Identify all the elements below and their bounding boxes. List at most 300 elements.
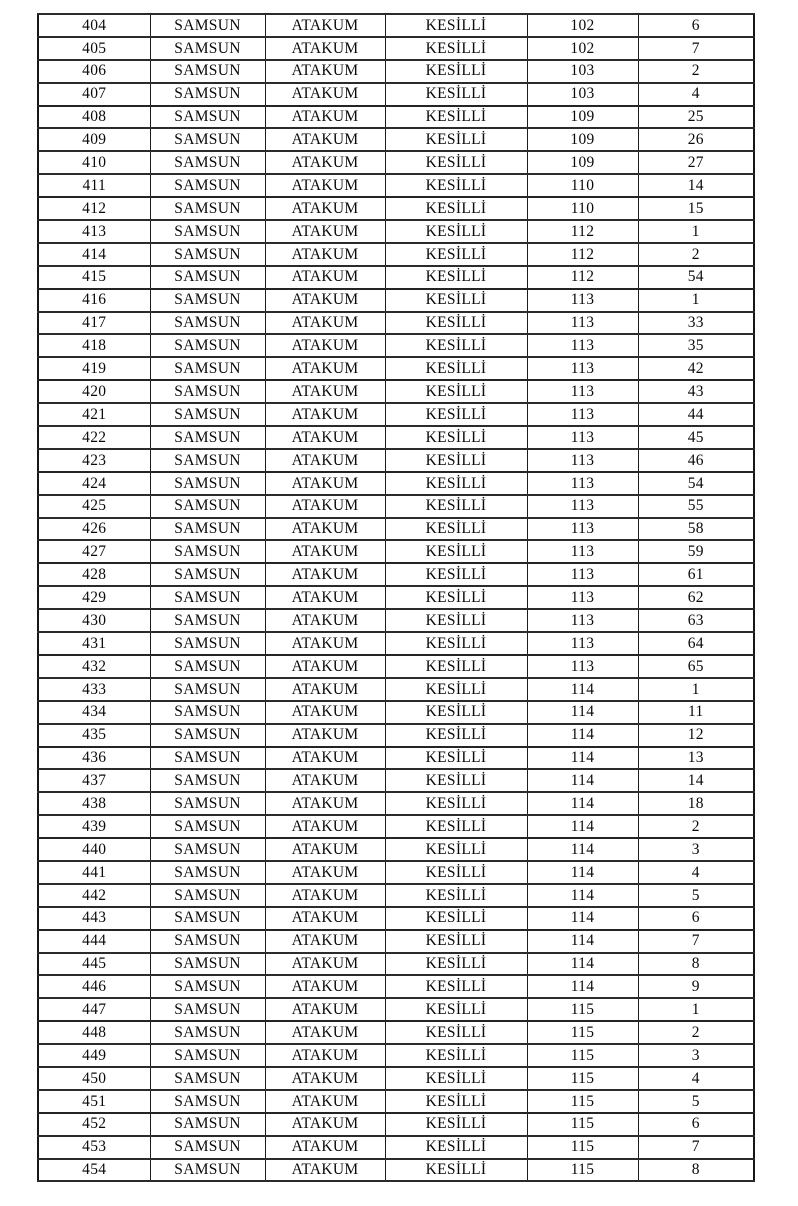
parcel-number-cell: 4 [638, 83, 754, 106]
district-cell: ATAKUM [265, 403, 385, 426]
district-cell: ATAKUM [265, 334, 385, 357]
row-number-cell: 435 [38, 724, 150, 747]
province-cell: SAMSUN [150, 792, 265, 815]
table-row [38, 357, 754, 380]
district-cell: ATAKUM [265, 243, 385, 266]
parcel-number-cell: 5 [638, 884, 754, 907]
table-row [38, 907, 754, 930]
block-number-cell: 115 [527, 1021, 638, 1044]
row-number-cell: 432 [38, 655, 150, 678]
parcel-number-cell: 1 [638, 678, 754, 701]
table-row [38, 106, 754, 129]
province-cell: SAMSUN [150, 907, 265, 930]
district-cell: ATAKUM [265, 1021, 385, 1044]
block-number-cell: 109 [527, 106, 638, 129]
neighborhood-cell: KESİLLİ [385, 518, 527, 541]
parcel-number-cell: 7 [638, 930, 754, 953]
block-number-cell: 103 [527, 60, 638, 83]
block-number-cell: 110 [527, 174, 638, 197]
table-row [38, 1113, 754, 1136]
block-number-cell: 112 [527, 266, 638, 289]
parcel-number-cell: 7 [638, 1136, 754, 1159]
district-cell: ATAKUM [265, 884, 385, 907]
district-cell: ATAKUM [265, 747, 385, 770]
block-number-cell: 112 [527, 243, 638, 266]
row-number-cell: 408 [38, 106, 150, 129]
neighborhood-cell: KESİLLİ [385, 701, 527, 724]
province-cell: SAMSUN [150, 701, 265, 724]
table-row [38, 197, 754, 220]
district-cell: ATAKUM [265, 724, 385, 747]
province-cell: SAMSUN [150, 403, 265, 426]
parcel-number-cell: 13 [638, 747, 754, 770]
neighborhood-cell: KESİLLİ [385, 174, 527, 197]
table-row [38, 930, 754, 953]
row-number-cell: 407 [38, 83, 150, 106]
province-cell: SAMSUN [150, 266, 265, 289]
district-cell: ATAKUM [265, 1090, 385, 1113]
table-row [38, 380, 754, 403]
neighborhood-cell: KESİLLİ [385, 1159, 527, 1182]
row-number-cell: 412 [38, 197, 150, 220]
block-number-cell: 113 [527, 357, 638, 380]
parcel-number-cell: 2 [638, 1021, 754, 1044]
block-number-cell: 114 [527, 930, 638, 953]
block-number-cell: 114 [527, 884, 638, 907]
province-cell: SAMSUN [150, 1067, 265, 1090]
table-row [38, 14, 754, 37]
table-row [38, 472, 754, 495]
block-number-cell: 113 [527, 472, 638, 495]
table-row [38, 884, 754, 907]
row-number-cell: 441 [38, 861, 150, 884]
province-cell: SAMSUN [150, 357, 265, 380]
table-row [38, 1090, 754, 1113]
province-cell: SAMSUN [150, 632, 265, 655]
district-cell: ATAKUM [265, 197, 385, 220]
row-number-cell: 405 [38, 37, 150, 60]
district-cell: ATAKUM [265, 975, 385, 998]
parcel-number-cell: 65 [638, 655, 754, 678]
province-cell: SAMSUN [150, 312, 265, 335]
table-row [38, 975, 754, 998]
neighborhood-cell: KESİLLİ [385, 357, 527, 380]
district-cell: ATAKUM [265, 380, 385, 403]
province-cell: SAMSUN [150, 678, 265, 701]
province-cell: SAMSUN [150, 953, 265, 976]
row-number-cell: 454 [38, 1159, 150, 1182]
parcel-number-cell: 45 [638, 426, 754, 449]
province-cell: SAMSUN [150, 495, 265, 518]
province-cell: SAMSUN [150, 1090, 265, 1113]
parcel-number-cell: 9 [638, 975, 754, 998]
row-number-cell: 428 [38, 563, 150, 586]
parcel-number-cell: 2 [638, 815, 754, 838]
neighborhood-cell: KESİLLİ [385, 540, 527, 563]
neighborhood-cell: KESİLLİ [385, 1021, 527, 1044]
block-number-cell: 109 [527, 151, 638, 174]
row-number-cell: 437 [38, 769, 150, 792]
district-cell: ATAKUM [265, 609, 385, 632]
district-cell: ATAKUM [265, 701, 385, 724]
block-number-cell: 113 [527, 632, 638, 655]
district-cell: ATAKUM [265, 518, 385, 541]
table-row [38, 403, 754, 426]
neighborhood-cell: KESİLLİ [385, 151, 527, 174]
block-number-cell: 114 [527, 953, 638, 976]
district-cell: ATAKUM [265, 128, 385, 151]
row-number-cell: 411 [38, 174, 150, 197]
row-number-cell: 448 [38, 1021, 150, 1044]
province-cell: SAMSUN [150, 14, 265, 37]
province-cell: SAMSUN [150, 540, 265, 563]
neighborhood-cell: KESİLLİ [385, 60, 527, 83]
district-cell: ATAKUM [265, 769, 385, 792]
parcel-number-cell: 63 [638, 609, 754, 632]
district-cell: ATAKUM [265, 1136, 385, 1159]
row-number-cell: 447 [38, 998, 150, 1021]
neighborhood-cell: KESİLLİ [385, 1044, 527, 1067]
row-number-cell: 433 [38, 678, 150, 701]
parcel-number-cell: 8 [638, 1159, 754, 1182]
block-number-cell: 113 [527, 403, 638, 426]
district-cell: ATAKUM [265, 495, 385, 518]
block-number-cell: 114 [527, 678, 638, 701]
table-row [38, 563, 754, 586]
district-cell: ATAKUM [265, 563, 385, 586]
block-number-cell: 114 [527, 861, 638, 884]
province-cell: SAMSUN [150, 60, 265, 83]
district-cell: ATAKUM [265, 312, 385, 335]
block-number-cell: 109 [527, 128, 638, 151]
table-row [38, 1044, 754, 1067]
block-number-cell: 114 [527, 838, 638, 861]
table-row [38, 586, 754, 609]
province-cell: SAMSUN [150, 998, 265, 1021]
block-number-cell: 113 [527, 380, 638, 403]
row-number-cell: 422 [38, 426, 150, 449]
neighborhood-cell: KESİLLİ [385, 243, 527, 266]
parcel-number-cell: 7 [638, 37, 754, 60]
block-number-cell: 113 [527, 449, 638, 472]
block-number-cell: 115 [527, 1113, 638, 1136]
cadastral-table [37, 13, 755, 1182]
neighborhood-cell: KESİLLİ [385, 289, 527, 312]
district-cell: ATAKUM [265, 907, 385, 930]
parcel-number-cell: 14 [638, 174, 754, 197]
neighborhood-cell: KESİLLİ [385, 747, 527, 770]
neighborhood-cell: KESİLLİ [385, 563, 527, 586]
parcel-number-cell: 42 [638, 357, 754, 380]
block-number-cell: 113 [527, 312, 638, 335]
neighborhood-cell: KESİLLİ [385, 426, 527, 449]
district-cell: ATAKUM [265, 60, 385, 83]
table-row [38, 151, 754, 174]
table-row [38, 678, 754, 701]
table-row [38, 243, 754, 266]
block-number-cell: 113 [527, 540, 638, 563]
neighborhood-cell: KESİLLİ [385, 334, 527, 357]
neighborhood-cell: KESİLLİ [385, 930, 527, 953]
parcel-number-cell: 4 [638, 1067, 754, 1090]
district-cell: ATAKUM [265, 289, 385, 312]
table-row [38, 495, 754, 518]
block-number-cell: 102 [527, 37, 638, 60]
province-cell: SAMSUN [150, 724, 265, 747]
row-number-cell: 446 [38, 975, 150, 998]
table-row [38, 518, 754, 541]
parcel-number-cell: 46 [638, 449, 754, 472]
province-cell: SAMSUN [150, 518, 265, 541]
row-number-cell: 410 [38, 151, 150, 174]
province-cell: SAMSUN [150, 243, 265, 266]
row-number-cell: 440 [38, 838, 150, 861]
district-cell: ATAKUM [265, 266, 385, 289]
table-row [38, 83, 754, 106]
table-row [38, 701, 754, 724]
parcel-number-cell: 59 [638, 540, 754, 563]
neighborhood-cell: KESİLLİ [385, 838, 527, 861]
district-cell: ATAKUM [265, 998, 385, 1021]
block-number-cell: 114 [527, 769, 638, 792]
district-cell: ATAKUM [265, 106, 385, 129]
neighborhood-cell: KESİLLİ [385, 769, 527, 792]
row-number-cell: 451 [38, 1090, 150, 1113]
neighborhood-cell: KESİLLİ [385, 1136, 527, 1159]
province-cell: SAMSUN [150, 426, 265, 449]
row-number-cell: 420 [38, 380, 150, 403]
district-cell: ATAKUM [265, 792, 385, 815]
parcel-number-cell: 14 [638, 769, 754, 792]
parcel-number-cell: 58 [638, 518, 754, 541]
block-number-cell: 115 [527, 1044, 638, 1067]
province-cell: SAMSUN [150, 1044, 265, 1067]
parcel-number-cell: 61 [638, 563, 754, 586]
district-cell: ATAKUM [265, 838, 385, 861]
row-number-cell: 450 [38, 1067, 150, 1090]
row-number-cell: 423 [38, 449, 150, 472]
table-row [38, 1159, 754, 1182]
table-row [38, 1136, 754, 1159]
block-number-cell: 114 [527, 907, 638, 930]
row-number-cell: 404 [38, 14, 150, 37]
row-number-cell: 426 [38, 518, 150, 541]
district-cell: ATAKUM [265, 540, 385, 563]
district-cell: ATAKUM [265, 1044, 385, 1067]
neighborhood-cell: KESİLLİ [385, 632, 527, 655]
district-cell: ATAKUM [265, 815, 385, 838]
province-cell: SAMSUN [150, 1113, 265, 1136]
province-cell: SAMSUN [150, 37, 265, 60]
row-number-cell: 414 [38, 243, 150, 266]
row-number-cell: 445 [38, 953, 150, 976]
province-cell: SAMSUN [150, 563, 265, 586]
table-row [38, 174, 754, 197]
table-row [38, 632, 754, 655]
province-cell: SAMSUN [150, 1021, 265, 1044]
province-cell: SAMSUN [150, 884, 265, 907]
row-number-cell: 427 [38, 540, 150, 563]
row-number-cell: 409 [38, 128, 150, 151]
row-number-cell: 453 [38, 1136, 150, 1159]
district-cell: ATAKUM [265, 37, 385, 60]
province-cell: SAMSUN [150, 472, 265, 495]
row-number-cell: 424 [38, 472, 150, 495]
block-number-cell: 115 [527, 1136, 638, 1159]
parcel-number-cell: 12 [638, 724, 754, 747]
row-number-cell: 444 [38, 930, 150, 953]
table-row [38, 998, 754, 1021]
block-number-cell: 113 [527, 495, 638, 518]
neighborhood-cell: KESİLLİ [385, 403, 527, 426]
row-number-cell: 434 [38, 701, 150, 724]
neighborhood-cell: KESİLLİ [385, 655, 527, 678]
neighborhood-cell: KESİLLİ [385, 907, 527, 930]
table-row [38, 266, 754, 289]
neighborhood-cell: KESİLLİ [385, 975, 527, 998]
block-number-cell: 114 [527, 815, 638, 838]
parcel-number-cell: 25 [638, 106, 754, 129]
district-cell: ATAKUM [265, 151, 385, 174]
table-row [38, 792, 754, 815]
parcel-number-cell: 2 [638, 243, 754, 266]
neighborhood-cell: KESİLLİ [385, 1113, 527, 1136]
province-cell: SAMSUN [150, 380, 265, 403]
neighborhood-cell: KESİLLİ [385, 998, 527, 1021]
row-number-cell: 443 [38, 907, 150, 930]
district-cell: ATAKUM [265, 1113, 385, 1136]
province-cell: SAMSUN [150, 289, 265, 312]
table-row [38, 609, 754, 632]
table-body [38, 14, 754, 1181]
district-cell: ATAKUM [265, 632, 385, 655]
table-row [38, 1021, 754, 1044]
neighborhood-cell: KESİLLİ [385, 1090, 527, 1113]
block-number-cell: 115 [527, 998, 638, 1021]
parcel-number-cell: 43 [638, 380, 754, 403]
province-cell: SAMSUN [150, 815, 265, 838]
parcel-number-cell: 54 [638, 266, 754, 289]
row-number-cell: 416 [38, 289, 150, 312]
row-number-cell: 417 [38, 312, 150, 335]
table-row [38, 747, 754, 770]
row-number-cell: 419 [38, 357, 150, 380]
block-number-cell: 115 [527, 1159, 638, 1182]
parcel-number-cell: 3 [638, 838, 754, 861]
block-number-cell: 113 [527, 334, 638, 357]
neighborhood-cell: KESİLLİ [385, 472, 527, 495]
block-number-cell: 113 [527, 426, 638, 449]
neighborhood-cell: KESİLLİ [385, 495, 527, 518]
district-cell: ATAKUM [265, 426, 385, 449]
parcel-number-cell: 26 [638, 128, 754, 151]
block-number-cell: 113 [527, 655, 638, 678]
parcel-number-cell: 55 [638, 495, 754, 518]
block-number-cell: 113 [527, 518, 638, 541]
table-row [38, 289, 754, 312]
row-number-cell: 436 [38, 747, 150, 770]
table-row [38, 655, 754, 678]
row-number-cell: 406 [38, 60, 150, 83]
parcel-number-cell: 2 [638, 60, 754, 83]
parcel-number-cell: 4 [638, 861, 754, 884]
block-number-cell: 115 [527, 1090, 638, 1113]
neighborhood-cell: KESİLLİ [385, 861, 527, 884]
table-row [38, 37, 754, 60]
block-number-cell: 114 [527, 701, 638, 724]
parcel-number-cell: 18 [638, 792, 754, 815]
province-cell: SAMSUN [150, 1136, 265, 1159]
district-cell: ATAKUM [265, 861, 385, 884]
table-row [38, 861, 754, 884]
district-cell: ATAKUM [265, 1067, 385, 1090]
parcel-number-cell: 6 [638, 14, 754, 37]
parcel-number-cell: 1 [638, 289, 754, 312]
parcel-number-cell: 64 [638, 632, 754, 655]
block-number-cell: 112 [527, 220, 638, 243]
block-number-cell: 102 [527, 14, 638, 37]
row-number-cell: 418 [38, 334, 150, 357]
province-cell: SAMSUN [150, 769, 265, 792]
parcel-number-cell: 11 [638, 701, 754, 724]
row-number-cell: 425 [38, 495, 150, 518]
district-cell: ATAKUM [265, 174, 385, 197]
table-row [38, 220, 754, 243]
parcel-number-cell: 6 [638, 1113, 754, 1136]
block-number-cell: 113 [527, 586, 638, 609]
neighborhood-cell: KESİLLİ [385, 678, 527, 701]
row-number-cell: 438 [38, 792, 150, 815]
parcel-number-cell: 33 [638, 312, 754, 335]
district-cell: ATAKUM [265, 1159, 385, 1182]
row-number-cell: 449 [38, 1044, 150, 1067]
district-cell: ATAKUM [265, 472, 385, 495]
neighborhood-cell: KESİLLİ [385, 312, 527, 335]
row-number-cell: 413 [38, 220, 150, 243]
block-number-cell: 110 [527, 197, 638, 220]
parcel-number-cell: 6 [638, 907, 754, 930]
parcel-number-cell: 35 [638, 334, 754, 357]
block-number-cell: 114 [527, 747, 638, 770]
table-row [38, 334, 754, 357]
neighborhood-cell: KESİLLİ [385, 220, 527, 243]
row-number-cell: 442 [38, 884, 150, 907]
district-cell: ATAKUM [265, 357, 385, 380]
block-number-cell: 114 [527, 792, 638, 815]
province-cell: SAMSUN [150, 83, 265, 106]
province-cell: SAMSUN [150, 747, 265, 770]
table-row [38, 769, 754, 792]
neighborhood-cell: KESİLLİ [385, 792, 527, 815]
district-cell: ATAKUM [265, 83, 385, 106]
block-number-cell: 115 [527, 1067, 638, 1090]
province-cell: SAMSUN [150, 128, 265, 151]
parcel-number-cell: 15 [638, 197, 754, 220]
province-cell: SAMSUN [150, 1159, 265, 1182]
row-number-cell: 452 [38, 1113, 150, 1136]
province-cell: SAMSUN [150, 449, 265, 472]
province-cell: SAMSUN [150, 861, 265, 884]
block-number-cell: 114 [527, 724, 638, 747]
row-number-cell: 430 [38, 609, 150, 632]
district-cell: ATAKUM [265, 953, 385, 976]
parcel-number-cell: 5 [638, 1090, 754, 1113]
neighborhood-cell: KESİLLİ [385, 380, 527, 403]
table-row [38, 724, 754, 747]
neighborhood-cell: KESİLLİ [385, 14, 527, 37]
district-cell: ATAKUM [265, 14, 385, 37]
table-row [38, 815, 754, 838]
